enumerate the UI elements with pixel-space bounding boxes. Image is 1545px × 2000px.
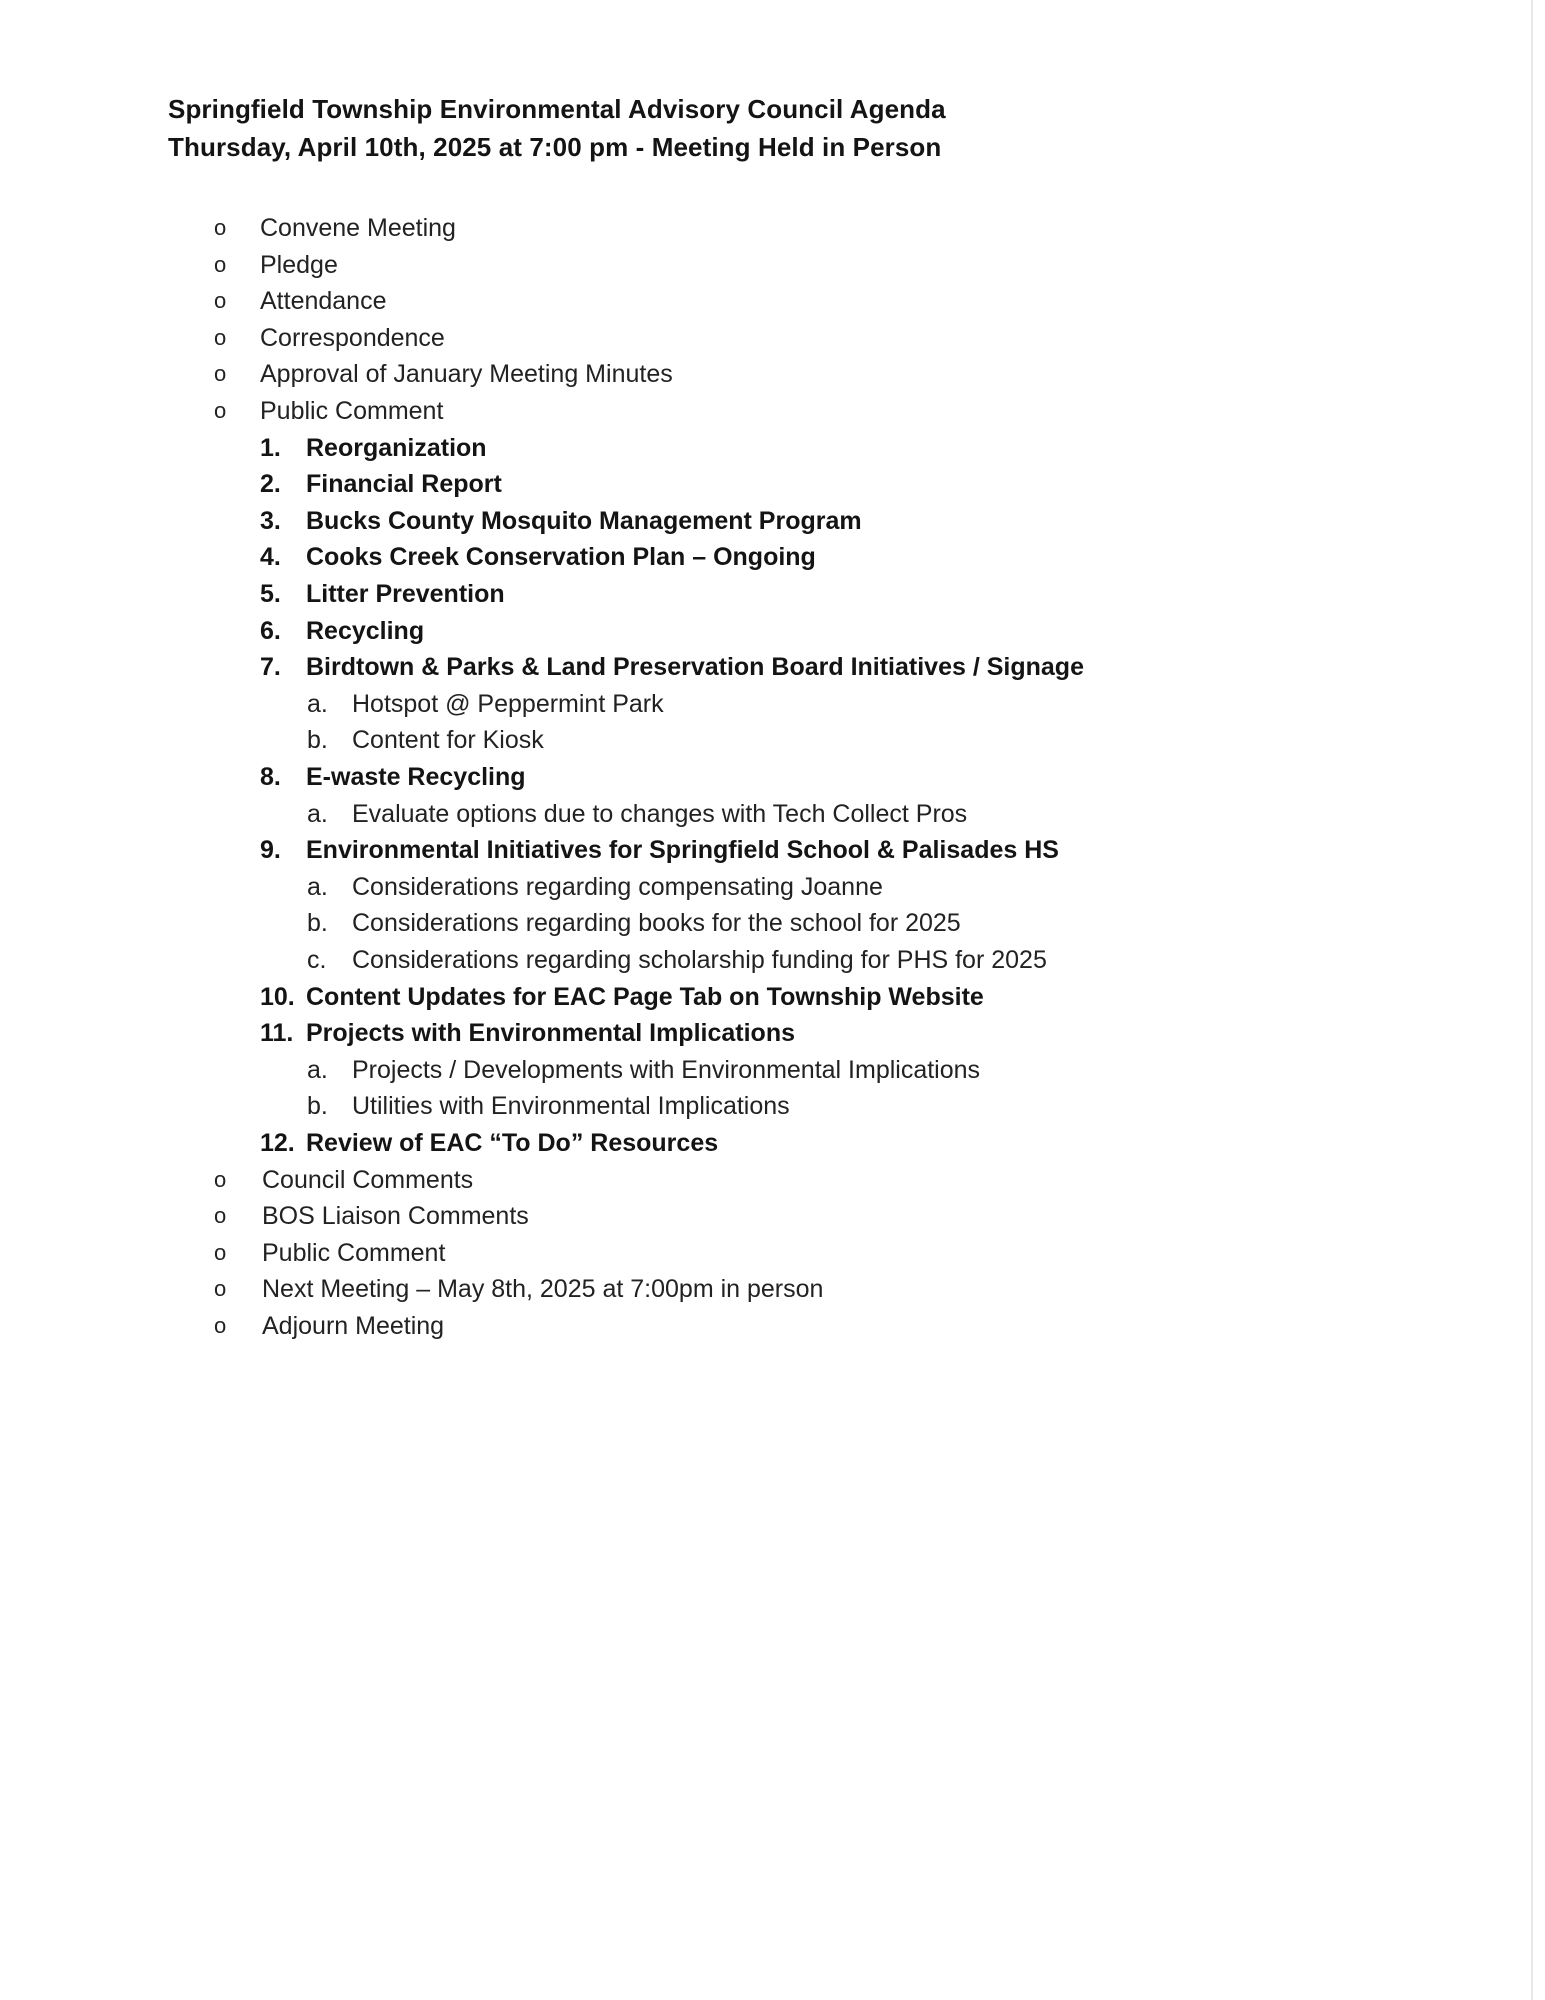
bullet-icon: o xyxy=(214,1239,227,1265)
sub-item-label: Projects / Developments with Environmental Implications xyxy=(352,1055,981,1084)
sub-item-label: Considerations regarding scholarship funding for PHS for 2025 xyxy=(352,946,1047,974)
sub-item-letter: b. xyxy=(307,726,328,755)
sub-item-label: Utilities with Environmental Implications xyxy=(352,1092,790,1121)
bullet-icon: o xyxy=(214,361,227,387)
sub-item-letter: c. xyxy=(307,946,327,974)
sub-item-label: Considerations regarding compensating Joanne xyxy=(352,872,883,901)
item-number: 10. xyxy=(260,982,295,1011)
item-number: 3. xyxy=(260,506,281,535)
item-title: Environmental Initiatives for Springfield School & Palisades HS xyxy=(306,836,1059,865)
item-title: Content Updates for EAC Page Tab on Township Website xyxy=(306,982,984,1011)
sub-item-label: Hotspot @ Peppermint Park xyxy=(352,689,664,718)
item-number: 2. xyxy=(260,470,281,499)
bullet-item-label: Council Comments xyxy=(262,1165,474,1194)
sub-item-label: Content for Kiosk xyxy=(352,726,544,755)
bullet-icon: o xyxy=(214,288,227,314)
item-title: Recycling xyxy=(306,616,425,645)
item-title: Litter Prevention xyxy=(306,580,505,608)
bullet-icon: o xyxy=(214,251,227,277)
bullet-item-label: BOS Liaison Comments xyxy=(262,1202,529,1231)
bullet-item-label: Public Comment xyxy=(262,1238,446,1267)
bullet-item-label: Correspondence xyxy=(260,323,445,352)
bullet-icon: o xyxy=(214,398,227,423)
bullet-item-label: Public Comment xyxy=(260,397,444,425)
item-number: 9. xyxy=(260,836,281,865)
item-number: 8. xyxy=(260,763,281,791)
item-number: 7. xyxy=(260,653,281,682)
item-title: E-waste Recycling xyxy=(306,763,526,791)
bullet-item-label: Next Meeting – May 8th, 2025 at 7:00pm in person xyxy=(262,1275,824,1304)
item-number: 1. xyxy=(260,433,281,462)
bullet-item-label: Attendance xyxy=(260,287,387,316)
sub-item-label: Evaluate options due to changes with Tech Collect Pros xyxy=(352,799,968,828)
item-number: 12. xyxy=(260,1129,295,1157)
sub-item-letter: b. xyxy=(307,1092,328,1121)
bullet-item-label: Convene Meeting xyxy=(260,214,456,242)
bullet-icon: o xyxy=(214,1313,227,1338)
bullet-icon: o xyxy=(214,1203,227,1229)
bullet-item-label: Pledge xyxy=(260,250,338,279)
sub-item-letter: a. xyxy=(307,1055,328,1084)
item-title: Reorganization xyxy=(306,433,487,462)
item-title: Projects with Environmental Implications xyxy=(306,1019,795,1048)
sub-item-letter: a. xyxy=(307,799,328,828)
item-title: Review of EAC “To Do” Resources xyxy=(306,1129,719,1157)
item-title: Birdtown & Parks & Land Preservation Board Initiatives / Signage xyxy=(306,653,1084,682)
item-number: 11. xyxy=(260,1019,294,1048)
item-number: 4. xyxy=(260,543,281,572)
meeting-date-line: Thursday, April 10th, 2025 at 7:00 pm - Meeting Held in Person xyxy=(168,132,942,162)
sub-item-label: Considerations regarding books for the school for 2025 xyxy=(352,909,961,938)
bullet-icon: o xyxy=(214,1166,227,1192)
scan-edge-line xyxy=(1531,0,1533,2000)
sub-item-letter: a. xyxy=(307,689,328,718)
bullet-item-label: Approval of January Meeting Minutes xyxy=(260,360,673,389)
item-number: 5. xyxy=(260,580,281,608)
sub-item-letter: a. xyxy=(307,872,328,901)
sub-item-letter: b. xyxy=(307,909,328,938)
bullet-icon: o xyxy=(214,1276,227,1302)
item-title: Cooks Creek Conservation Plan – Ongoing xyxy=(306,543,816,572)
item-title: Bucks County Mosquito Management Program xyxy=(306,506,862,535)
agenda-title: Springfield Township Environmental Advisory Council Agenda xyxy=(168,94,946,124)
bullet-icon: o xyxy=(214,324,227,350)
item-number: 6. xyxy=(260,616,281,645)
bullet-item-label: Adjourn Meeting xyxy=(262,1312,445,1340)
bullet-icon: o xyxy=(214,215,227,240)
item-title: Financial Report xyxy=(306,470,502,499)
